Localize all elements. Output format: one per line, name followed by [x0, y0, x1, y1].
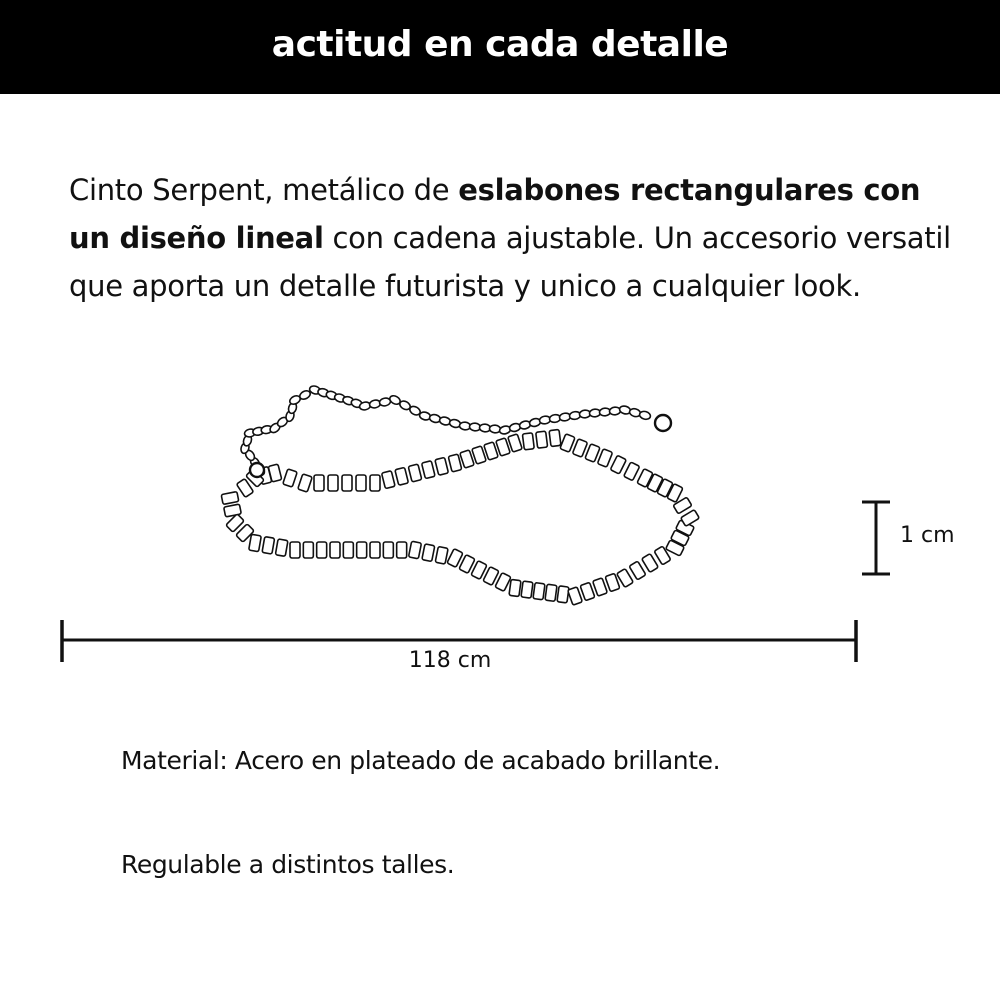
chain-link — [422, 461, 436, 479]
chain-link — [303, 542, 313, 558]
material-text: Material: Acero en plateado de acabado brillante. — [121, 746, 721, 775]
chain-link — [448, 454, 462, 472]
chain-link — [262, 537, 275, 554]
chain-link — [533, 583, 545, 600]
chain-link — [521, 581, 533, 598]
chain-link — [572, 439, 587, 458]
chain-link — [370, 475, 380, 491]
chain-link — [597, 449, 612, 468]
chain-link — [585, 444, 600, 463]
chain-link — [356, 475, 366, 491]
chain-link — [275, 539, 288, 556]
product-description — [69, 166, 959, 310]
chain-link — [221, 492, 239, 505]
chain-link — [593, 578, 608, 596]
chain-link — [395, 467, 409, 485]
chain-link — [624, 462, 640, 481]
chain-link — [397, 542, 407, 558]
description-text-2: con cadena ajustable. Un accesorio versatil que aporta un detalle futurista y unico a cualquier look. — [69, 221, 951, 303]
chain-link — [522, 433, 534, 450]
width-dimension-label: 1 cm — [900, 523, 955, 548]
chain-link — [298, 474, 313, 492]
chain-link — [383, 542, 393, 558]
chain-link — [343, 542, 353, 558]
chain-link — [290, 542, 300, 558]
chain-link — [568, 587, 583, 605]
chain-link — [642, 554, 659, 573]
chain-link — [342, 475, 352, 491]
chain-link — [409, 541, 422, 559]
clasp-ring — [250, 463, 264, 477]
width-dimension-marker — [858, 498, 894, 578]
sizing-text: Regulable a distintos talles. — [121, 850, 455, 879]
belt-chain-illustration — [215, 378, 705, 610]
chain-link — [314, 475, 324, 491]
chain-link — [330, 542, 340, 558]
chain-link — [249, 534, 262, 551]
chain-link — [382, 471, 396, 489]
chain-link — [435, 547, 448, 565]
header-banner — [0, 0, 1000, 94]
description-text-1: Cinto Serpent, metálico de — [69, 173, 459, 207]
chain-oval-link — [639, 410, 652, 420]
chain-link — [509, 579, 521, 596]
banner-title: actitud en cada detalle — [271, 23, 729, 65]
chain-link — [370, 542, 380, 558]
chain-link — [549, 429, 561, 446]
chain-link — [629, 561, 646, 580]
chain-link — [435, 457, 449, 475]
chain-link — [536, 431, 548, 448]
length-dimension-label: 118 cm — [408, 648, 492, 673]
clasp-ring — [655, 415, 671, 431]
chain-link — [560, 434, 575, 453]
chain-link — [357, 542, 367, 558]
chain-link — [328, 475, 338, 491]
description-bold: eslabones rectangulares con un diseño lineal — [69, 173, 921, 255]
chain-link — [317, 542, 327, 558]
chain-link — [580, 582, 595, 600]
chain-link — [545, 584, 557, 601]
chain-link — [557, 586, 569, 603]
chain-link — [422, 544, 435, 562]
chain-link — [408, 464, 422, 482]
chain-link — [283, 469, 298, 487]
chain-link — [681, 510, 700, 527]
chain-link — [610, 455, 626, 474]
